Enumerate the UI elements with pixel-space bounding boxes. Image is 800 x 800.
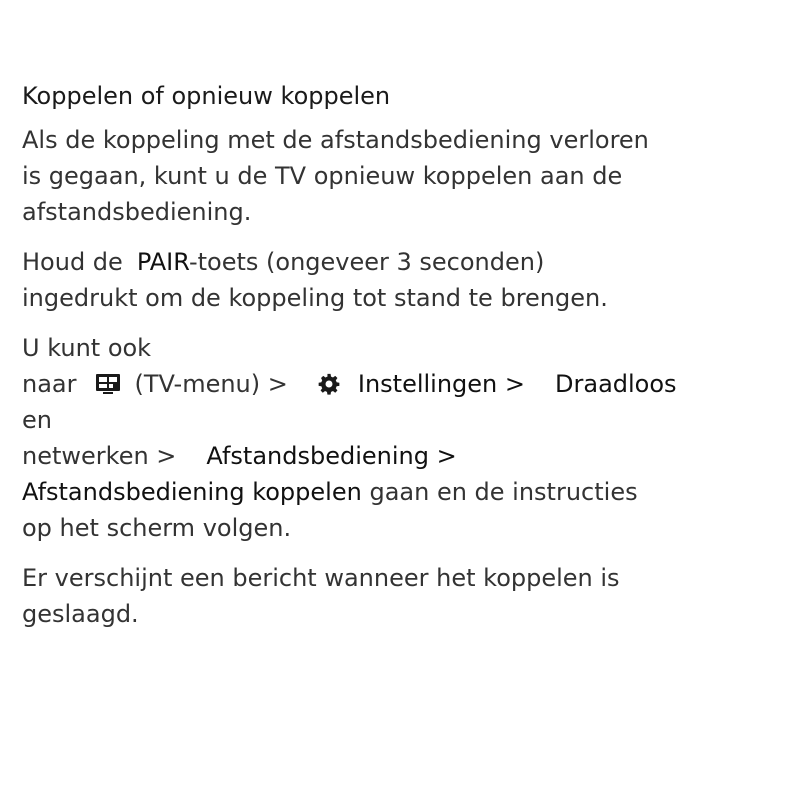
- pair-prefix: Houd de: [22, 248, 123, 276]
- menu-path-paragraph: [22, 330, 782, 546]
- intro-line-2: is gegaan, kunt u de TV opnieuw koppelen aan de: [22, 162, 623, 190]
- pair-paragraph: [22, 244, 782, 316]
- menu-line-4: [22, 438, 782, 474]
- result-line-2: geslaagd.: [22, 600, 139, 628]
- koppelen-text: Afstandsbediening koppelen: [22, 478, 362, 506]
- naar-text: naar: [22, 370, 77, 398]
- menu-line-5-rest: gaan en de instructies: [369, 478, 638, 506]
- gear-icon: [318, 373, 340, 395]
- pair-line-1-rest: -toets (ongeveer 3 seconden): [188, 248, 545, 276]
- result-line-1: Er verschijnt een bericht wanneer het koppelen is: [22, 564, 620, 592]
- tv-menu-text: (TV-menu) >: [134, 370, 288, 398]
- instellingen-text: Instellingen >: [357, 370, 526, 398]
- afstandsbediening-text: Afstandsbediening >: [206, 442, 457, 470]
- menu-line-2: [22, 366, 782, 402]
- menu-line-3: en: [22, 406, 52, 434]
- netwerken-text: netwerken >: [22, 442, 177, 470]
- pair-key-label: PAIR: [136, 248, 189, 276]
- draadloos-text: Draadloos: [555, 370, 677, 398]
- intro-line-3: afstandsbediening.: [22, 198, 252, 226]
- result-paragraph: [22, 560, 782, 632]
- intro-line-1: Als de koppeling met de afstandsbediening verloren: [22, 126, 649, 154]
- menu-line-5: [22, 474, 782, 510]
- menu-line-6: op het scherm volgen.: [22, 514, 292, 542]
- pair-line-1: [22, 244, 782, 280]
- tv-menu-icon: [95, 373, 121, 395]
- page-title: Koppelen of opnieuw koppelen: [22, 82, 391, 110]
- help-page: [22, 78, 782, 646]
- pair-line-2: ingedrukt om de koppeling tot stand te brengen.: [22, 284, 608, 312]
- menu-line-1: U kunt ook: [22, 334, 152, 362]
- intro-paragraph: [22, 122, 782, 230]
